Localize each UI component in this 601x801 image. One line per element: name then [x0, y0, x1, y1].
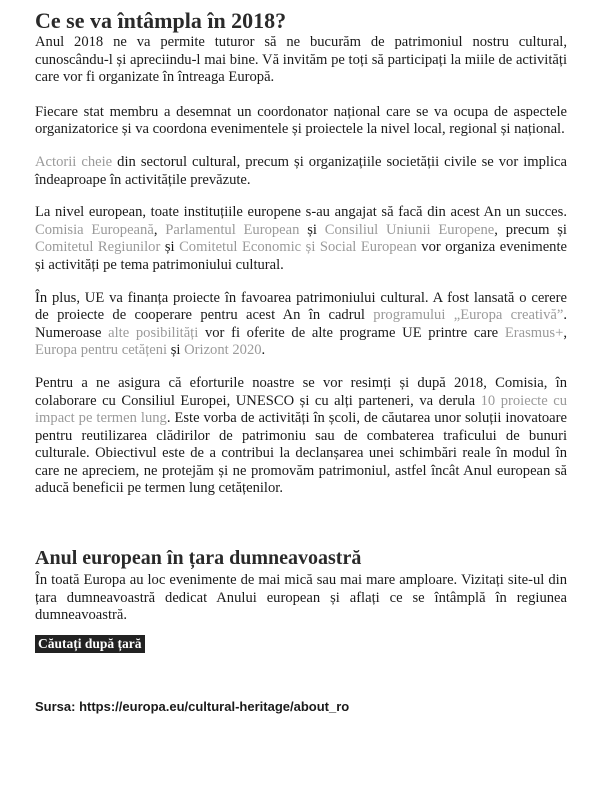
paragraph-events: În toată Europa au loc evenimente de mai mică sau mai mare amploare. Vizitați site-ul din țara dumneavoastră dedicat Anului european și aflați ce se întâmplă în regiunea dumneavoastră.: [35, 572, 567, 624]
paragraph-institutions: [35, 204, 567, 274]
link-key-actors[interactable]: Actorii cheie: [35, 153, 113, 170]
text-segment: și: [160, 239, 180, 256]
paragraph-coordinators: Fiecare stat membru a desemnat un coordonator național care se va ocupa de aspectele organizatorice și va coordona evenimentele și proiectele la nivel local, regional și național.: [35, 103, 567, 138]
link-economic-social-committee[interactable]: Comitetul Economic și Social European: [179, 239, 417, 256]
paragraph-key-actors: [35, 154, 567, 189]
link-council-eu[interactable]: Consiliul Uniunii Europene: [324, 221, 495, 238]
text-segment: . Numeroase: [35, 307, 567, 341]
text-segment: . Este vorba de activități în școli, de căutarea unor soluții inovatoare pentru reutilizarea clădirilor de patrimoniu sau de combaterea traficului de bunuri culturale. Obiectivul este de a contribui la declanșarea unei schimbări reale în modul în care ne apreciem, ne protejăm și ne promovăm patrimoniul, astfel încât Anul european să aducă beneficii pe termen lung cetățenilor.: [35, 410, 568, 497]
link-other-opportunities[interactable]: alte posibilități: [108, 324, 199, 341]
text-segment: La nivel european, toate instituțiile europene s-au angajat să facă din acest An un succes.: [35, 204, 567, 221]
link-europe-for-citizens[interactable]: Europa pentru cetățeni: [35, 342, 168, 359]
text-segment: și: [299, 221, 325, 238]
search-by-country-button[interactable]: Căutați după țară: [35, 635, 145, 653]
text-segment: ,: [563, 324, 567, 341]
link-horizon-2020[interactable]: Orizont 2020: [184, 342, 262, 359]
text-segment: .: [261, 342, 266, 359]
section-title-your-country: Anul european în țara dumneavoastră: [35, 547, 362, 570]
paragraph-key-actors-text: din sectorul cultural, precum și organizațiile societății civile se vor implica îndeaproape în activitățile prevăzute.: [35, 153, 567, 188]
text-segment: și: [167, 342, 185, 359]
paragraph-intro: Anul 2018 ne va permite tuturor să ne bucurăm de patrimoniul nostru cultural, cunoscându-l și apreciindu-l mai bine. Vă invităm pe toți să participați la miile de activități care vor fi organizate în întreaga Europă.: [35, 34, 567, 86]
link-erasmus[interactable]: Erasmus+: [504, 324, 564, 341]
link-european-parliament[interactable]: Parlamentul European: [165, 221, 300, 238]
text-segment: vor organiza evenimente și activități pe tema patrimoniului cultural.: [35, 239, 568, 273]
text-segment: În plus, UE va finanța proiecte în favoarea patrimoniului cultural. A fost lansată o cerere de proiecte de cooperare pentru acest An în cadrul: [35, 289, 567, 324]
text-segment: Pentru a ne asigura că eforturile noastre se vor resimți și după 2018, Comisia, în colaborare cu Consiliul Europei, UNESCO și cu alți parteneri, va derula: [35, 374, 567, 409]
text-segment: , precum și: [494, 221, 567, 238]
source-line: Sursa: https://europa.eu/cultural-heritage/about_ro: [35, 698, 350, 714]
document-page: [35, 8, 567, 715]
paragraph-funding: [35, 290, 567, 360]
text-segment: ,: [153, 221, 166, 238]
link-committee-regions[interactable]: Comitetul Regiunilor: [35, 239, 161, 256]
link-creative-europe[interactable]: programului „Europa creativă”: [373, 307, 564, 324]
link-european-commission[interactable]: Comisia Europeană: [35, 221, 154, 238]
text-segment: vor fi oferite de alte programe UE printre care: [198, 324, 505, 341]
paragraph-long-term: [35, 375, 567, 498]
section-title-2018: Ce se va întâmpla în 2018?: [35, 8, 287, 33]
link-10-projects[interactable]: 10 proiecte cu impact pe termen lung: [35, 392, 567, 427]
